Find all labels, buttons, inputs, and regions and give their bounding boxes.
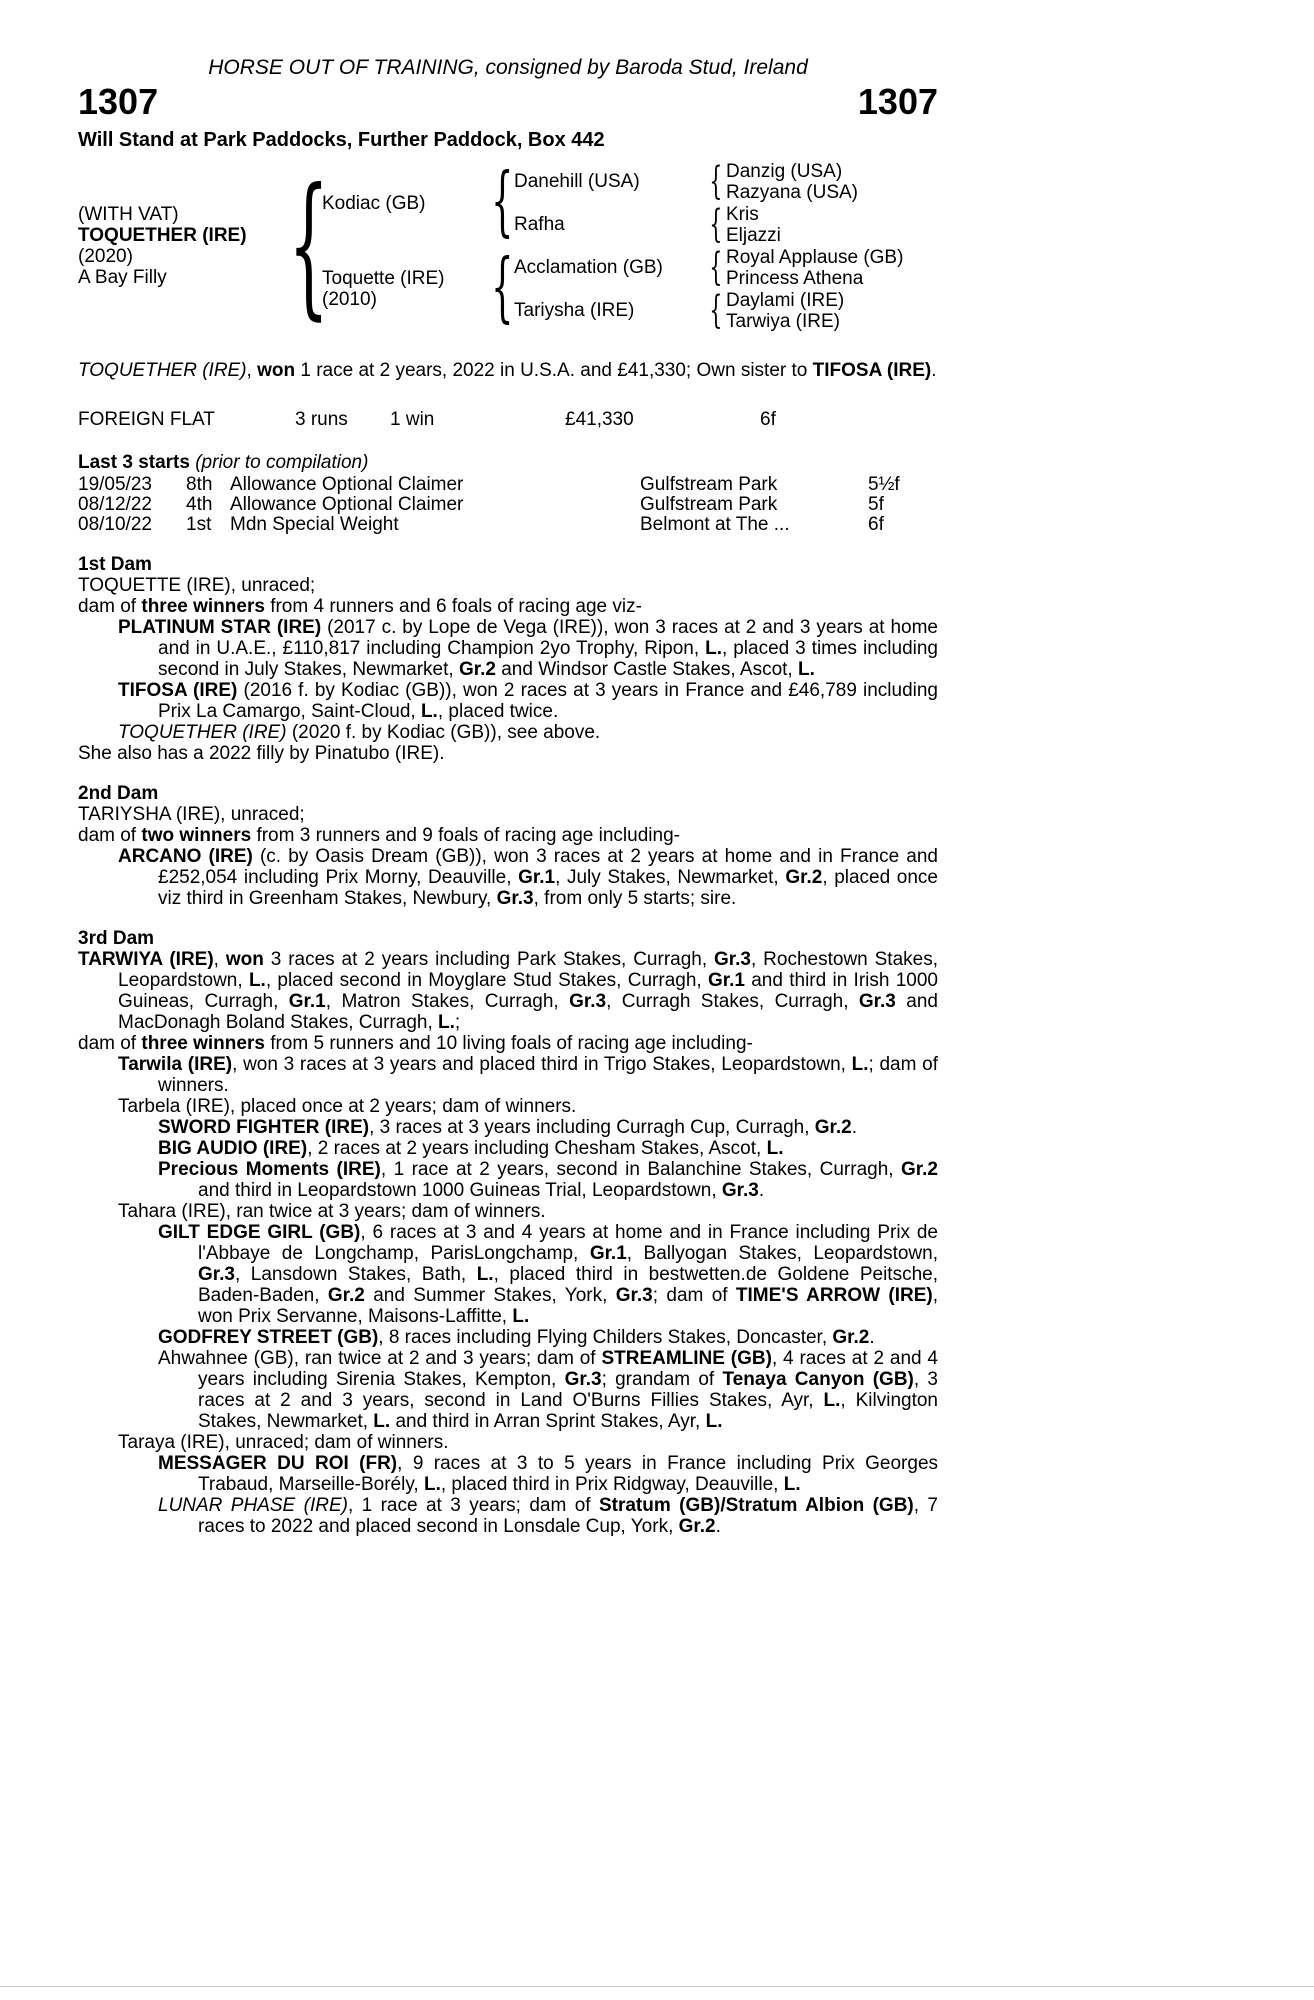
text-segment: Gr.3: [615, 1285, 653, 1306]
pedigree-paragraph: [78, 825, 938, 846]
vat-note: (WITH VAT): [78, 204, 179, 225]
race-runs: 3 runs: [295, 409, 348, 430]
text-segment: Gr.3: [569, 991, 607, 1012]
text-segment: Gr.3: [496, 888, 534, 909]
text-segment: LUNAR PHASE (IRE): [158, 1495, 348, 1516]
last-start-race: Mdn Special Weight: [230, 514, 399, 535]
race-wins: 1 win: [390, 409, 435, 430]
text-segment: , 9 races at 3 to 5 years in France including Prix Georges Trabaud, Marseille-Borély,: [198, 1453, 939, 1495]
text-segment: Gr.3: [721, 1180, 759, 1201]
text-segment: ; dam of winners.: [158, 1054, 938, 1096]
race-earnings: £41,330: [565, 409, 634, 430]
dam-dam-brace: [706, 289, 726, 332]
text-segment: , Matron Stakes, Curragh,: [325, 991, 570, 1012]
text-segment: , 1 race at 3 years; dam of: [347, 1495, 599, 1516]
great-granddam-name: Princess Athena: [726, 267, 864, 289]
great-granddam-name: Razyana (USA): [726, 181, 858, 203]
great-granddam-name: Eljazzi: [726, 224, 781, 246]
text-segment: , placed twice.: [437, 701, 559, 722]
pedigree-paragraph: [78, 1222, 938, 1327]
lot-number-left: 1307: [78, 81, 159, 122]
text-segment: , placed once viz third in Greenham Stakes, Newbury,: [158, 867, 939, 909]
last-start-distance: 5f: [868, 494, 884, 515]
text-segment: won: [225, 949, 264, 970]
text-segment: , Lansdown Stakes, Bath,: [234, 1264, 477, 1285]
text-segment: She also has a 2022 filly by Pinatubo (IRE).: [78, 743, 445, 764]
pedigree-paragraph: [78, 846, 938, 909]
text-segment: , placed second in Moyglare Stud Stakes, Curragh,: [265, 970, 708, 991]
pedigree-paragraph: [78, 575, 938, 596]
sire-dam-branch: [514, 203, 858, 246]
text-segment: Gr.3: [198, 1264, 235, 1285]
text-segment: and third in Irish 1000 Guineas, Curragh,: [118, 970, 938, 1012]
text-segment: , 6 races at 3 and 4 years at home and in France including Prix de l'Abbaye de Longchamp, ParisLongchamp,: [198, 1222, 938, 1264]
text-segment: (c. by Oasis Dream (GB)), won 3 races at 2 years at home and in France and £252,054 including Prix Morny, Deauville,: [158, 846, 938, 888]
dam-dam-branch: [514, 289, 903, 332]
pedigree-paragraph: [78, 596, 938, 617]
pedigree-paragraph: [78, 1348, 938, 1432]
text-segment: and third in Leopardstown 1000 Guineas Trial, Leopardstown,: [198, 1180, 722, 1201]
pedigree-main-brace: [296, 160, 322, 332]
pedigree-paragraph: [78, 1453, 938, 1495]
text-segment: TIFOSA (IRE): [812, 360, 932, 381]
text-segment: L.: [476, 1264, 494, 1285]
text-segment: , 2 races at 2 years including Chesham Stakes, Ascot,: [307, 1138, 767, 1159]
text-segment: ARCANO (IRE): [118, 846, 253, 867]
sire-sire-name: Danehill (USA): [514, 171, 640, 192]
consignment-header: HORSE OUT OF TRAINING, consigned by Baroda Stud, Ireland: [208, 56, 808, 79]
text-segment: (2016 f. by Kodiac (GB)), won 2 races at 3 years in France and £46,789 including Prix La Camargo, Saint-Cloud,: [158, 680, 938, 722]
text-segment: , placed 3 times including second in July Stakes, Newmarket,: [158, 638, 938, 680]
text-segment: Gr.2: [901, 1159, 938, 1180]
last-starts-rows: [78, 475, 938, 535]
text-segment: .: [758, 1180, 765, 1201]
text-segment: Gr.1: [518, 867, 556, 888]
last-start-position: 8th: [186, 474, 213, 495]
text-segment: TOQUETHER (IRE): [78, 360, 247, 381]
text-segment: .: [715, 1516, 721, 1537]
text-segment: Taraya (IRE), unraced; dam of winners.: [118, 1432, 449, 1453]
last-start-position: 4th: [186, 494, 213, 515]
dam-sire-name: Acclamation (GB): [514, 257, 663, 278]
text-segment: L.: [823, 1390, 841, 1411]
text-segment: L.: [851, 1054, 869, 1075]
text-segment: (2017 c. by Lope de Vega (IRE)), won 3 races at 2 and 3 years at home and in U.A.E., £110,817 including Champion 2yo Trophy, Ripon,: [158, 617, 938, 659]
dam-sire-branch: [514, 246, 903, 289]
text-segment: Precious Moments (IRE): [158, 1159, 381, 1180]
text-segment: Gr.1: [288, 991, 326, 1012]
text-segment: , won Prix Servanne, Maisons-Laffitte,: [198, 1285, 938, 1327]
text-segment: dam of: [78, 596, 142, 617]
text-segment: , 1 race at 2 years, second in Balanchine Stakes, Curragh,: [380, 1159, 902, 1180]
dam-sire-brace: [706, 246, 726, 289]
race-distance: 6f: [760, 409, 776, 430]
pedigree-paragraph: [78, 949, 938, 1033]
pedigree-paragraph: [78, 617, 938, 680]
text-segment: won: [257, 360, 296, 381]
sire-dam-name: Rafha: [514, 214, 565, 235]
last-start-course: Gulfstream Park: [640, 474, 778, 495]
text-segment: Tarwila (IRE): [118, 1054, 233, 1075]
text-segment: .: [931, 360, 937, 381]
pedigree-paragraph: [78, 722, 938, 743]
text-segment: , 4 races at 2 and 4 years including Sirenia Stakes, Kempton,: [198, 1348, 938, 1390]
text-segment: two winners: [141, 825, 252, 846]
pedigree-table: [78, 160, 938, 332]
dam-name: Toquette (IRE): [322, 268, 445, 289]
text-segment: and third in Arran Sprint Stakes, Ayr,: [390, 1411, 706, 1432]
text-segment: L.: [783, 1474, 801, 1495]
text-segment: ; grandam of: [601, 1369, 723, 1390]
text-segment: dam of: [78, 825, 142, 846]
pedigree-paragraph: [78, 1327, 938, 1348]
last-start-row: [78, 475, 938, 495]
text-segment: , from only 5 starts; sire.: [533, 888, 737, 909]
text-segment: , Ballyogan Stakes, Leopardstown,: [626, 1243, 938, 1264]
last-start-distance: 6f: [868, 514, 884, 535]
text-segment: Gr.2: [814, 1117, 852, 1138]
text-segment: Gr.1: [707, 970, 745, 991]
text-segment: , Curragh Stakes, Curragh,: [606, 991, 859, 1012]
dam-name-block: [322, 268, 490, 310]
text-segment: three winners: [141, 1033, 265, 1054]
text-segment: GILT EDGE GIRL (GB): [158, 1222, 361, 1243]
horse-foaling-year: (2020): [78, 246, 133, 267]
text-segment: , 3 races at 3 years including Curragh Cup, Curragh,: [369, 1117, 815, 1138]
last-starts-block: [78, 452, 938, 535]
text-segment: ; dam of: [652, 1285, 736, 1306]
text-segment: L.: [512, 1306, 530, 1327]
section-heading: 1st Dam: [78, 554, 152, 575]
dam-year: (2010): [322, 289, 377, 310]
horse-description: A Bay Filly: [78, 267, 167, 288]
pedigree-paragraph: [78, 1201, 938, 1222]
pedigree-paragraph: [78, 1495, 938, 1537]
last-start-date: 08/12/22: [78, 494, 152, 515]
sire-sire-branch: [514, 160, 858, 203]
text-segment: and MacDonagh Boland Stakes, Curragh,: [118, 991, 938, 1033]
page-bottom-rule: [0, 1986, 1314, 1987]
text-segment: , placed third in bestwetten.de Goldene Peitsche, Baden-Baden,: [198, 1264, 938, 1306]
sire-name: Kodiac (GB): [322, 192, 426, 214]
last-start-course: Gulfstream Park: [640, 494, 778, 515]
sire-branch: [322, 160, 903, 246]
last-start-row: [78, 515, 938, 535]
stand-location-line: Will Stand at Park Paddocks, Further Paddock, Box 442: [78, 129, 605, 151]
pedigree-paragraph: [78, 804, 938, 825]
page-content: [78, 0, 938, 1537]
horse-name: TOQUETHER (IRE): [78, 225, 247, 246]
pedigree-paragraph: [78, 680, 938, 722]
text-segment: L.: [766, 1138, 784, 1159]
dam-brace: [490, 246, 514, 332]
last-start-date: 08/10/22: [78, 514, 152, 535]
text-segment: ,: [246, 360, 258, 381]
text-segment: L.: [423, 1474, 441, 1495]
text-segment: GODFREY STREET (GB): [158, 1327, 379, 1348]
dam-section: [78, 928, 938, 1537]
text-segment: MESSAGER DU ROI (FR): [158, 1453, 398, 1474]
text-segment: STREAMLINE (GB): [601, 1348, 772, 1369]
text-segment: Tarbela (IRE), placed once at 2 years; dam of winners.: [118, 1096, 577, 1117]
text-segment: from 5 runners and 10 living foals of racing age including-: [264, 1033, 753, 1054]
text-segment: ,: [213, 949, 226, 970]
last-start-date: 19/05/23: [78, 474, 152, 495]
great-grandsire-name: Royal Applause (GB): [726, 246, 904, 268]
text-segment: , 8 races including Flying Childers Stakes, Doncaster,: [378, 1327, 833, 1348]
text-segment: Tenaya Canyon (GB): [722, 1369, 914, 1390]
pedigree-paragraph: [78, 743, 938, 764]
dam-branch: [322, 246, 903, 332]
last-start-position: 1st: [186, 514, 212, 535]
sire-brace: [490, 160, 514, 246]
text-segment: dam of: [78, 1033, 142, 1054]
sire-dam-brace: [706, 203, 726, 246]
text-segment: , 7 races to 2022 and placed second in Lonsdale Cup, York,: [198, 1495, 939, 1537]
pedigree-paragraph: [78, 1432, 938, 1453]
text-segment: , 3 races at 2 and 3 years, second in Land O'Burns Fillies Stakes, Ayr,: [198, 1369, 938, 1411]
text-segment: Gr.2: [785, 867, 823, 888]
text-segment: , Rochestown Stakes, Leopardstown,: [118, 949, 938, 991]
last-starts-title: [78, 452, 938, 473]
text-segment: , placed third in Prix Ridgway, Deauville,: [440, 1474, 784, 1495]
race-summary-row: [78, 409, 938, 430]
text-segment: Gr.3: [564, 1369, 602, 1390]
text-segment: .: [869, 1327, 875, 1348]
pedigree-paragraph: [78, 1159, 938, 1201]
text-segment: L.: [797, 659, 815, 680]
sire-sire-brace: [706, 160, 726, 203]
text-segment: Gr.3: [714, 949, 751, 970]
text-segment: L.: [420, 701, 438, 722]
lot-number-right: 1307: [857, 81, 938, 122]
race-category: FOREIGN FLAT: [78, 409, 215, 430]
dam-section: [78, 783, 938, 909]
text-segment: three winners: [141, 596, 265, 617]
great-grandsire-name: Danzig (USA): [726, 160, 843, 182]
text-segment: TIFOSA (IRE): [118, 680, 238, 701]
text-segment: L.: [438, 1012, 455, 1033]
pedigree-paragraph: [78, 1096, 938, 1117]
last-starts-title-text: Last 3 starts: [78, 452, 190, 473]
text-segment: TARWIYA (IRE): [78, 949, 214, 970]
great-grandsire-name: Kris: [726, 203, 759, 225]
pedigree-paragraph: [78, 1117, 938, 1138]
text-segment: and Summer Stakes, York,: [364, 1285, 616, 1306]
text-segment: ;: [454, 1012, 461, 1033]
text-segment: L.: [705, 638, 722, 659]
last-start-distance: 5½f: [868, 474, 900, 495]
dam-dam-name: Tariysha (IRE): [514, 300, 635, 321]
pedigree-paragraph: [78, 1033, 938, 1054]
section-heading: 2nd Dam: [78, 783, 159, 804]
pedigree-paragraph: [78, 1138, 938, 1159]
text-segment: SWORD FIGHTER (IRE): [158, 1117, 370, 1138]
lot-number-row: [78, 82, 938, 122]
text-segment: Gr.3: [858, 991, 896, 1012]
text-segment: L.: [248, 970, 266, 991]
lot-details: [78, 204, 296, 288]
dam-sections: [78, 554, 938, 1537]
dam-section: [78, 554, 938, 764]
text-segment: BIG AUDIO (IRE): [158, 1138, 308, 1159]
great-grandsire-name: Daylami (IRE): [726, 289, 845, 311]
text-segment: from 3 runners and 9 foals of racing age including-: [251, 825, 680, 846]
text-segment: Gr.2: [458, 659, 496, 680]
text-segment: TARIYSHA (IRE), unraced;: [78, 804, 305, 825]
last-start-course: Belmont at The ...: [640, 514, 790, 535]
last-start-row: [78, 495, 938, 515]
text-segment: 3 races at 2 years including Park Stakes, Curragh,: [263, 949, 715, 970]
text-segment: L.: [705, 1411, 723, 1432]
text-segment: TOQUETTE (IRE), unraced;: [78, 575, 316, 596]
section-heading: 3rd Dam: [78, 928, 155, 949]
text-segment: TOQUETHER (IRE): [118, 722, 287, 743]
last-start-race: Allowance Optional Claimer: [230, 494, 464, 515]
text-segment: , won 3 races at 3 years and placed third in Trigo Stakes, Leopardstown,: [232, 1054, 852, 1075]
text-segment: and Windsor Castle Stakes, Ascot,: [495, 659, 798, 680]
text-segment: TIME'S ARROW (IRE): [735, 1285, 933, 1306]
pedigree-paragraph: [78, 1054, 938, 1096]
last-starts-title-note: (prior to compilation): [189, 452, 369, 473]
great-granddam-name: Tarwiya (IRE): [726, 310, 841, 332]
text-segment: Gr.2: [832, 1327, 870, 1348]
race-record-intro: [78, 360, 938, 381]
text-segment: from 4 runners and 6 foals of racing age viz-: [264, 596, 642, 617]
text-segment: Gr.2: [678, 1516, 716, 1537]
last-start-race: Allowance Optional Claimer: [230, 474, 464, 495]
text-segment: Stratum (GB)/Stratum Albion (GB): [598, 1495, 914, 1516]
text-segment: 1 race at 2 years, 2022 in U.S.A. and £41,330; Own sister to: [295, 360, 813, 381]
text-segment: .: [851, 1117, 858, 1138]
text-segment: Gr.1: [589, 1243, 627, 1264]
text-segment: , July Stakes, Newmarket,: [555, 867, 786, 888]
text-segment: L.: [373, 1411, 391, 1432]
text-segment: (2020 f. by Kodiac (GB)), see above.: [286, 722, 601, 743]
text-segment: PLATINUM STAR (IRE): [118, 617, 322, 638]
text-segment: Ahwahnee (GB), ran twice at 2 and 3 years; dam of: [158, 1348, 602, 1369]
pedigree-tree: [322, 160, 903, 332]
text-segment: , Kilvington Stakes, Newmarket,: [198, 1390, 938, 1432]
text-segment: Tahara (IRE), ran twice at 3 years; dam of winners.: [118, 1201, 546, 1222]
text-segment: Gr.2: [327, 1285, 365, 1306]
